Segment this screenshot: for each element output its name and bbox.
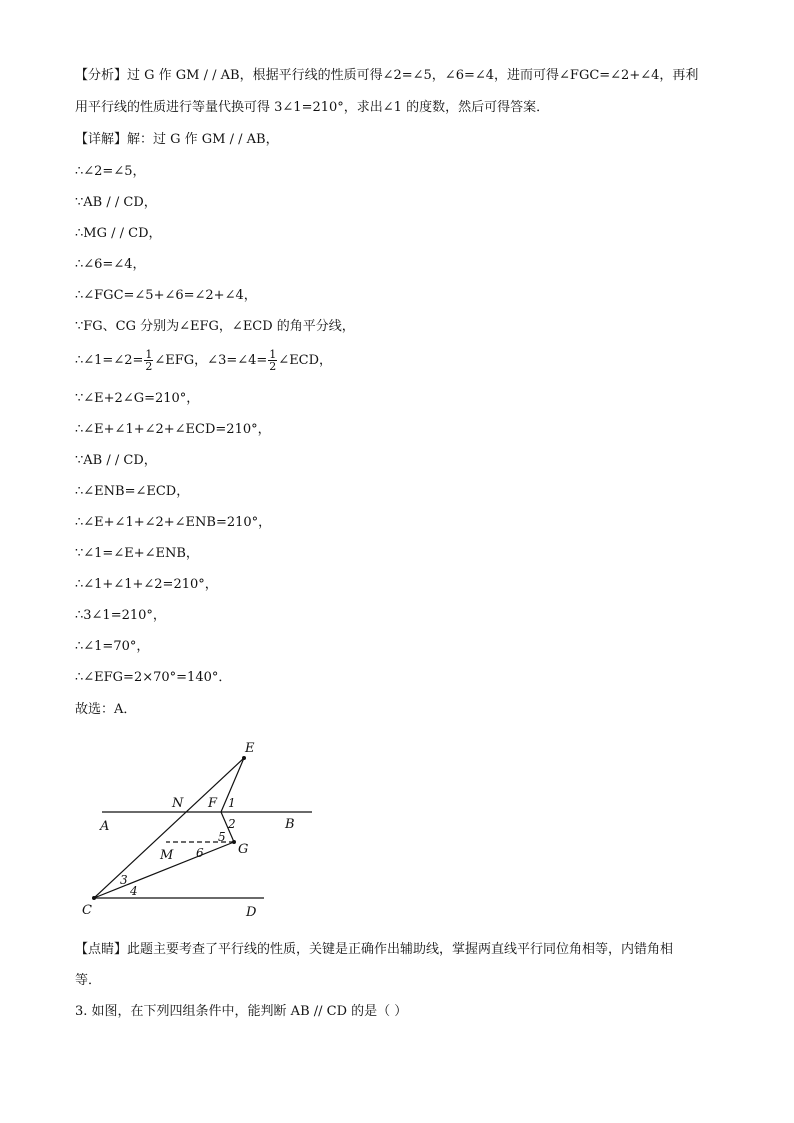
segment-ce: [94, 758, 244, 898]
step-line: ∵AB / / CD，: [75, 453, 157, 468]
label-e: E: [245, 741, 255, 756]
comment-text-2: 等．: [75, 973, 102, 988]
label-angle-6: 6: [196, 846, 204, 860]
answer-line: 故选：A．: [75, 702, 137, 717]
step-line: ∴MG / / CD，: [75, 226, 162, 241]
question-line: [75, 1002, 407, 1022]
step-line: ∵AB / / CD，: [75, 195, 157, 210]
analysis-line-1: [75, 66, 698, 86]
step-line: ∴∠1+∠1+∠2=210°，: [75, 577, 218, 592]
step-line: ∴∠2=∠5，: [75, 164, 146, 179]
point-c: [92, 896, 96, 900]
geometry-figure: [80, 732, 340, 932]
label-c: C: [82, 903, 92, 918]
fraction-numerator: 1: [145, 348, 153, 361]
label-n: N: [172, 796, 184, 811]
label-g: G: [238, 842, 249, 857]
fraction-part-1: ∴∠1=∠2=: [75, 353, 144, 368]
analysis-text-2: 用平行线的性质进行等量代换可得 3∠1=210°，求出∠1 的度数，然后可得答案．: [75, 100, 550, 115]
fraction-half-2: [268, 349, 277, 372]
comment-tag: 【点睛】: [75, 942, 128, 957]
step-line: ∴∠FGC=∠5+∠6=∠2+∠4，: [75, 288, 257, 303]
fraction-numerator: 1: [269, 348, 277, 361]
detail-first: 解：过 G 作 GM / / AB，: [127, 132, 279, 147]
analysis-line-2: [75, 98, 549, 118]
question-text: 如图，在下列四组条件中，能判断 AB // CD 的是（ ）: [91, 1004, 408, 1019]
step-line: ∴∠E+∠1+∠2+∠ECD=210°，: [75, 422, 271, 437]
label-angle-3: 3: [120, 873, 128, 887]
analysis-tag: 【分析】: [75, 68, 128, 83]
label-angle-4: 4: [130, 884, 138, 898]
label-angle-1: 1: [228, 796, 236, 810]
step-line: ∴∠ENB=∠ECD，: [75, 484, 190, 499]
step-line: ∴∠EFG=2×70°=140°．: [75, 670, 232, 685]
fraction-denominator: 2: [145, 360, 153, 373]
step-line: ∴3∠1=210°，: [75, 608, 166, 623]
step-line: ∴∠E+∠1+∠2+∠ENB=210°，: [75, 515, 272, 530]
comment-line-1: [75, 940, 673, 960]
label-b: B: [285, 817, 295, 832]
analysis-text-1: 过 G 作 GM / / AB，根据平行线的性质可得∠2=∠5，∠6=∠4，进而可得∠FGC=∠2+∠4，再利: [127, 68, 699, 83]
label-m: M: [160, 848, 174, 863]
label-angle-2: 2: [228, 817, 236, 831]
point-e: [242, 756, 246, 760]
step-line: ∴∠1=70°，: [75, 639, 150, 654]
label-a: A: [100, 819, 110, 834]
fraction-denominator: 2: [269, 360, 277, 373]
fraction-part-3: ∠ECD，: [278, 353, 333, 368]
question-number: 3.: [75, 1004, 88, 1019]
label-d: D: [246, 905, 257, 920]
comment-text-1: 此题主要考查了平行线的性质，关键是正确作出辅助线，掌握两直线平行同位角相等，内错角相: [127, 942, 674, 957]
step-line: ∵∠1=∠E+∠ENB，: [75, 546, 199, 561]
label-angle-5: 5: [218, 830, 226, 844]
step-line: ∵∠E+2∠G=210°，: [75, 391, 200, 406]
fraction-step: [75, 348, 332, 374]
fraction-half-1: [144, 349, 153, 372]
point-g: [232, 840, 236, 844]
label-f: F: [208, 796, 218, 811]
step-line: ∵FG、CG 分别为∠EFG，∠ECD 的角平分线，: [75, 319, 355, 334]
step-line: ∴∠6=∠4，: [75, 257, 146, 272]
detail-line: [75, 130, 279, 150]
fraction-part-2: ∠EFG，∠3=∠4=: [154, 353, 268, 368]
comment-line-2: [75, 971, 101, 991]
detail-tag: 【详解】: [75, 132, 128, 147]
